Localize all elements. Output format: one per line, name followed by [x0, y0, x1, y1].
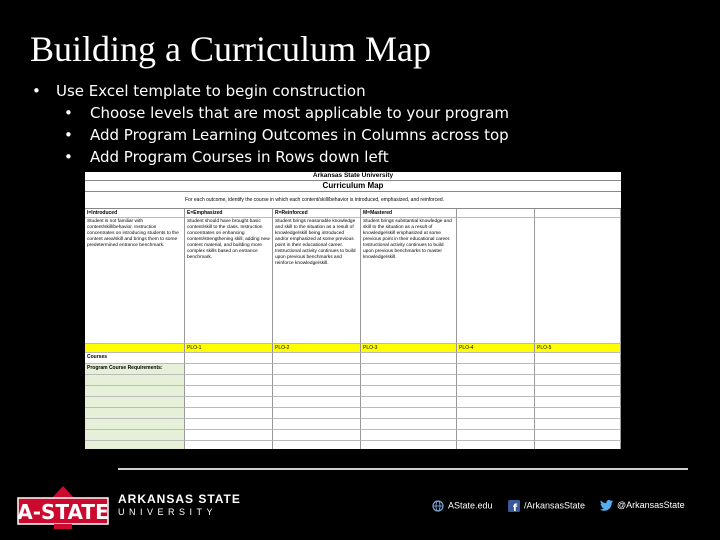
facebook-text: /ArkansasState: [524, 500, 586, 511]
level-description: Student should have brought basic content/skill to the class. Instruction concentrates on enhancing content/strengthening skill, adding new content material, and building more complex skills based on entrance benchmark.: [185, 218, 273, 344]
level-description: Student brings substantial knowledge and skill to the situation as a result of knowledge/skill emphasized at some previous point in their educational career. Instructional activity continues to build upon previous benchmarks to master knowledge/skill.: [361, 218, 457, 344]
level-header: E=Emphasized: [185, 209, 273, 218]
facebook-icon: [508, 500, 520, 512]
svg-text:A-STATE: A-STATE: [17, 500, 109, 524]
plo-header: PLO-2: [273, 344, 361, 353]
bullet-item: • Use Excel template to begin construction: [32, 80, 509, 102]
plo-header: PLO-1: [185, 344, 273, 353]
empty-cell: [457, 209, 535, 218]
level-header: M=Mastered: [361, 209, 457, 218]
svg-text:f: f: [512, 503, 518, 512]
curriculum-map-spreadsheet: [85, 172, 621, 449]
table-row: [85, 441, 621, 449]
globe-icon: [432, 500, 444, 512]
table-row: [85, 430, 621, 441]
table-row: [85, 408, 621, 419]
level-header: I=Introduced: [85, 209, 185, 218]
level-description: Student is not familiar with content/skill/behavior. Instruction concentrates on introducing students to the content area/skill and brings them to some predetermined entrance benchmark.: [85, 218, 185, 344]
twitter-text: @ArkansasState: [617, 500, 685, 510]
sheet-university: Arkansas State University: [85, 172, 621, 181]
table-row: [85, 419, 621, 430]
plo-header: PLO-5: [535, 344, 621, 353]
empty-cell: [535, 209, 621, 218]
sub-bullet-item: • Add Program Courses in Rows down left: [32, 146, 509, 168]
sub-bullet-item: • Choose levels that are most applicable to your program: [32, 102, 509, 124]
sheet-title: Curriculum Map: [85, 181, 621, 192]
university-subname: UNIVERSITY: [118, 507, 218, 517]
requirements-label: Program Course Requirements:: [85, 364, 185, 375]
university-name: ARKANSAS STATE: [118, 492, 241, 506]
plo-header-blank: [85, 344, 185, 353]
empty-cell: [535, 218, 621, 344]
courses-label: Courses: [85, 353, 185, 364]
course-rows: [85, 375, 621, 449]
plo-header: PLO-3: [361, 344, 457, 353]
sheet-instructions: For each outcome, identify the course in which each content/skill/behavior is introduced, emphasized, and reinforced.: [85, 192, 621, 209]
table-row: [85, 375, 621, 386]
twitter-link[interactable]: [600, 500, 685, 511]
table-row: [85, 386, 621, 397]
levels-grid: [85, 209, 621, 375]
twitter-icon: [600, 500, 613, 511]
bullet-list: [32, 80, 509, 168]
facebook-link[interactable]: [508, 500, 585, 512]
footer-divider: [118, 468, 688, 470]
plo-header: PLO-4: [457, 344, 535, 353]
slide-title: Building a Curriculum Map: [30, 29, 431, 69]
a-state-logo: [16, 484, 110, 530]
level-header: R=Reinforced: [273, 209, 361, 218]
table-row: [85, 397, 621, 408]
website-link[interactable]: [432, 500, 493, 512]
website-text: AState.edu: [448, 500, 493, 511]
empty-cell: [457, 218, 535, 344]
level-description: Student brings reasonable knowledge and skill to the situation as a result of knowledge/skill being introduced and/or emphasized at some previous point in their educational career. Instructional activity continues to build upon previous benchmarks and reinforce knowledge/skill.: [273, 218, 361, 344]
sub-bullet-item: • Add Program Learning Outcomes in Columns across top: [32, 124, 509, 146]
